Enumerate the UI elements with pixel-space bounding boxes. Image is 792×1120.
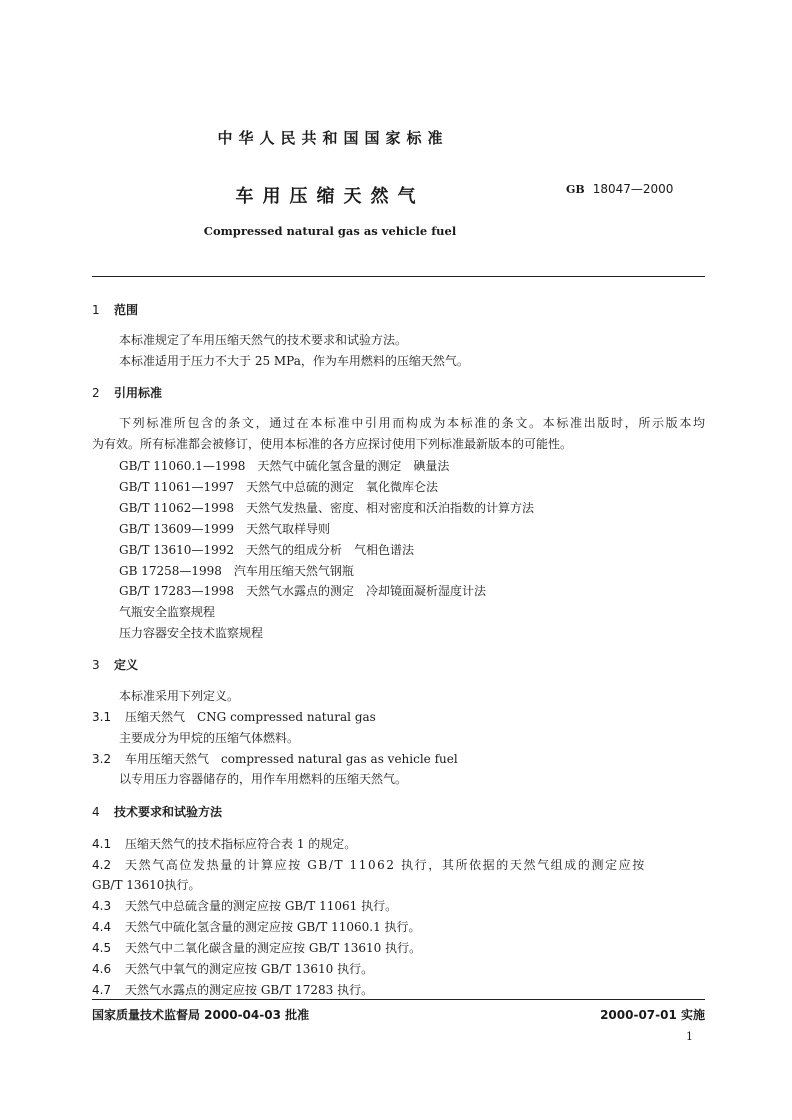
reference-item: GB/T 11062—1998 天然气发热量、密度、相对密度和沃泊指数的计算方法 (119, 501, 534, 515)
definition-text: 以专用压力容器储存的，用作车用燃料的压缩天然气。 (119, 772, 408, 786)
section-title: 定义 (114, 658, 139, 672)
paragraph: 本标准适用于压力不大于 25 MPa，作为车用燃料的压缩天然气。 (119, 354, 469, 368)
paragraph: 为有效。所有标准都会被修订，使用本标准的各方应探讨使用下列标准最新版本的可能性。 (92, 437, 573, 451)
clause-item (92, 856, 705, 873)
section-title: 范围 (114, 303, 139, 317)
paragraph: 本标准规定了车用压缩天然气的技术要求和试验方法。 (119, 333, 408, 347)
reference-item: GB/T 11061—1997 天然气中总硫的测定 氧化微库仑法 (119, 480, 438, 494)
document-title: 车用压缩天然气 (235, 186, 425, 207)
section-4-heading (92, 803, 222, 820)
clause-number: 4.7 (92, 983, 112, 997)
clause-text: 天然气水露点的测定应按 GB/T 17283 执行。 (125, 983, 374, 997)
clause-text: 天然气中硫化氢含量的测定应按 GB/T 11060.1 执行。 (125, 920, 421, 934)
section-title: 技术要求和试验方法 (114, 805, 223, 819)
paragraph: 本标准采用下列定义。 (119, 689, 240, 703)
reference-item: GB/T 13609—1999 天然气取样导则 (119, 522, 330, 536)
english-title: Compressed natural gas as vehicle fuel (203, 224, 457, 238)
clause-number: 4.6 (92, 962, 112, 976)
clause-continuation: GB/T 13610执行。 (92, 878, 201, 892)
term-text: 车用压缩天然气 compressed natural gas as vehicle fuel (125, 752, 458, 766)
clause-item (92, 981, 373, 998)
paragraph: 下列标准所包含的条文，通过在本标准中引用而构成为本标准的条文。本标准出版时，所示版本均 (119, 416, 705, 430)
header-divider (92, 276, 705, 277)
section-number: 4 (92, 805, 100, 819)
reference-item: GB/T 13610—1992 天然气的组成分析 气相色谱法 (119, 543, 414, 557)
clause-number: 4.4 (92, 920, 112, 934)
standard-code: 18047—2000 (592, 182, 674, 196)
clause-number: 4.3 (92, 899, 112, 913)
page-number: 1 (686, 1030, 693, 1043)
clause-item (92, 918, 421, 935)
section-2-heading (92, 384, 162, 401)
clause-number: 4.5 (92, 941, 112, 955)
definition-text: 主要成分为甲烷的压缩气体燃料。 (119, 731, 300, 745)
clause-number: 3.2 (92, 752, 112, 766)
section-title: 引用标准 (114, 386, 163, 400)
section-number: 2 (92, 386, 100, 400)
clause-item (92, 960, 373, 977)
clause-text: 天然气高位发热量的计算应按 GB/T 11062 执行，其所依据的天然气组成的测定应按 (125, 858, 646, 872)
reference-item: 压力容器安全技术监察规程 (119, 626, 264, 640)
clause-number: 4.1 (92, 837, 112, 851)
reference-item: GB 17258—1998 汽车用压缩天然气钢瓶 (119, 564, 354, 578)
reference-item: 气瓶安全监察规程 (119, 605, 216, 619)
footer-divider (92, 999, 705, 1000)
effective-date: 2000-07-01 实施 (600, 1008, 705, 1022)
clause-text: 天然气中二氧化碳含量的测定应按 GB/T 13610 执行。 (125, 941, 422, 955)
clause-text: 压缩天然气的技术指标应符合表 1 的规定。 (125, 837, 357, 851)
reference-item: GB/T 17283—1998 天然气水露点的测定 冷却镜面凝析湿度计法 (119, 584, 486, 598)
standard-number (566, 182, 673, 196)
definition-term (92, 750, 458, 767)
section-1-heading (92, 301, 138, 318)
clause-text: 天然气中氧气的测定应按 GB/T 13610 执行。 (125, 962, 374, 976)
clause-number: 4.2 (92, 858, 112, 872)
clause-text: 天然气中总硫含量的测定应按 GB/T 11061 执行。 (125, 899, 398, 913)
clause-number: 3.1 (92, 710, 112, 724)
standard-organization: 中华人民共和国国家标准 (217, 129, 449, 147)
definition-term (92, 708, 376, 725)
section-3-heading (92, 656, 138, 673)
clause-item (92, 897, 397, 914)
standard-prefix: GB (566, 183, 585, 196)
section-number: 3 (92, 658, 100, 672)
term-text: 压缩天然气 CNG compressed natural gas (125, 710, 376, 724)
clause-item (92, 939, 421, 956)
clause-item (92, 835, 356, 852)
reference-item: GB/T 11060.1—1998 天然气中硫化氢含量的测定 碘量法 (119, 459, 450, 473)
approval-statement: 国家质量技术监督局 2000-04-03 批准 (92, 1008, 310, 1022)
section-number: 1 (92, 303, 100, 317)
